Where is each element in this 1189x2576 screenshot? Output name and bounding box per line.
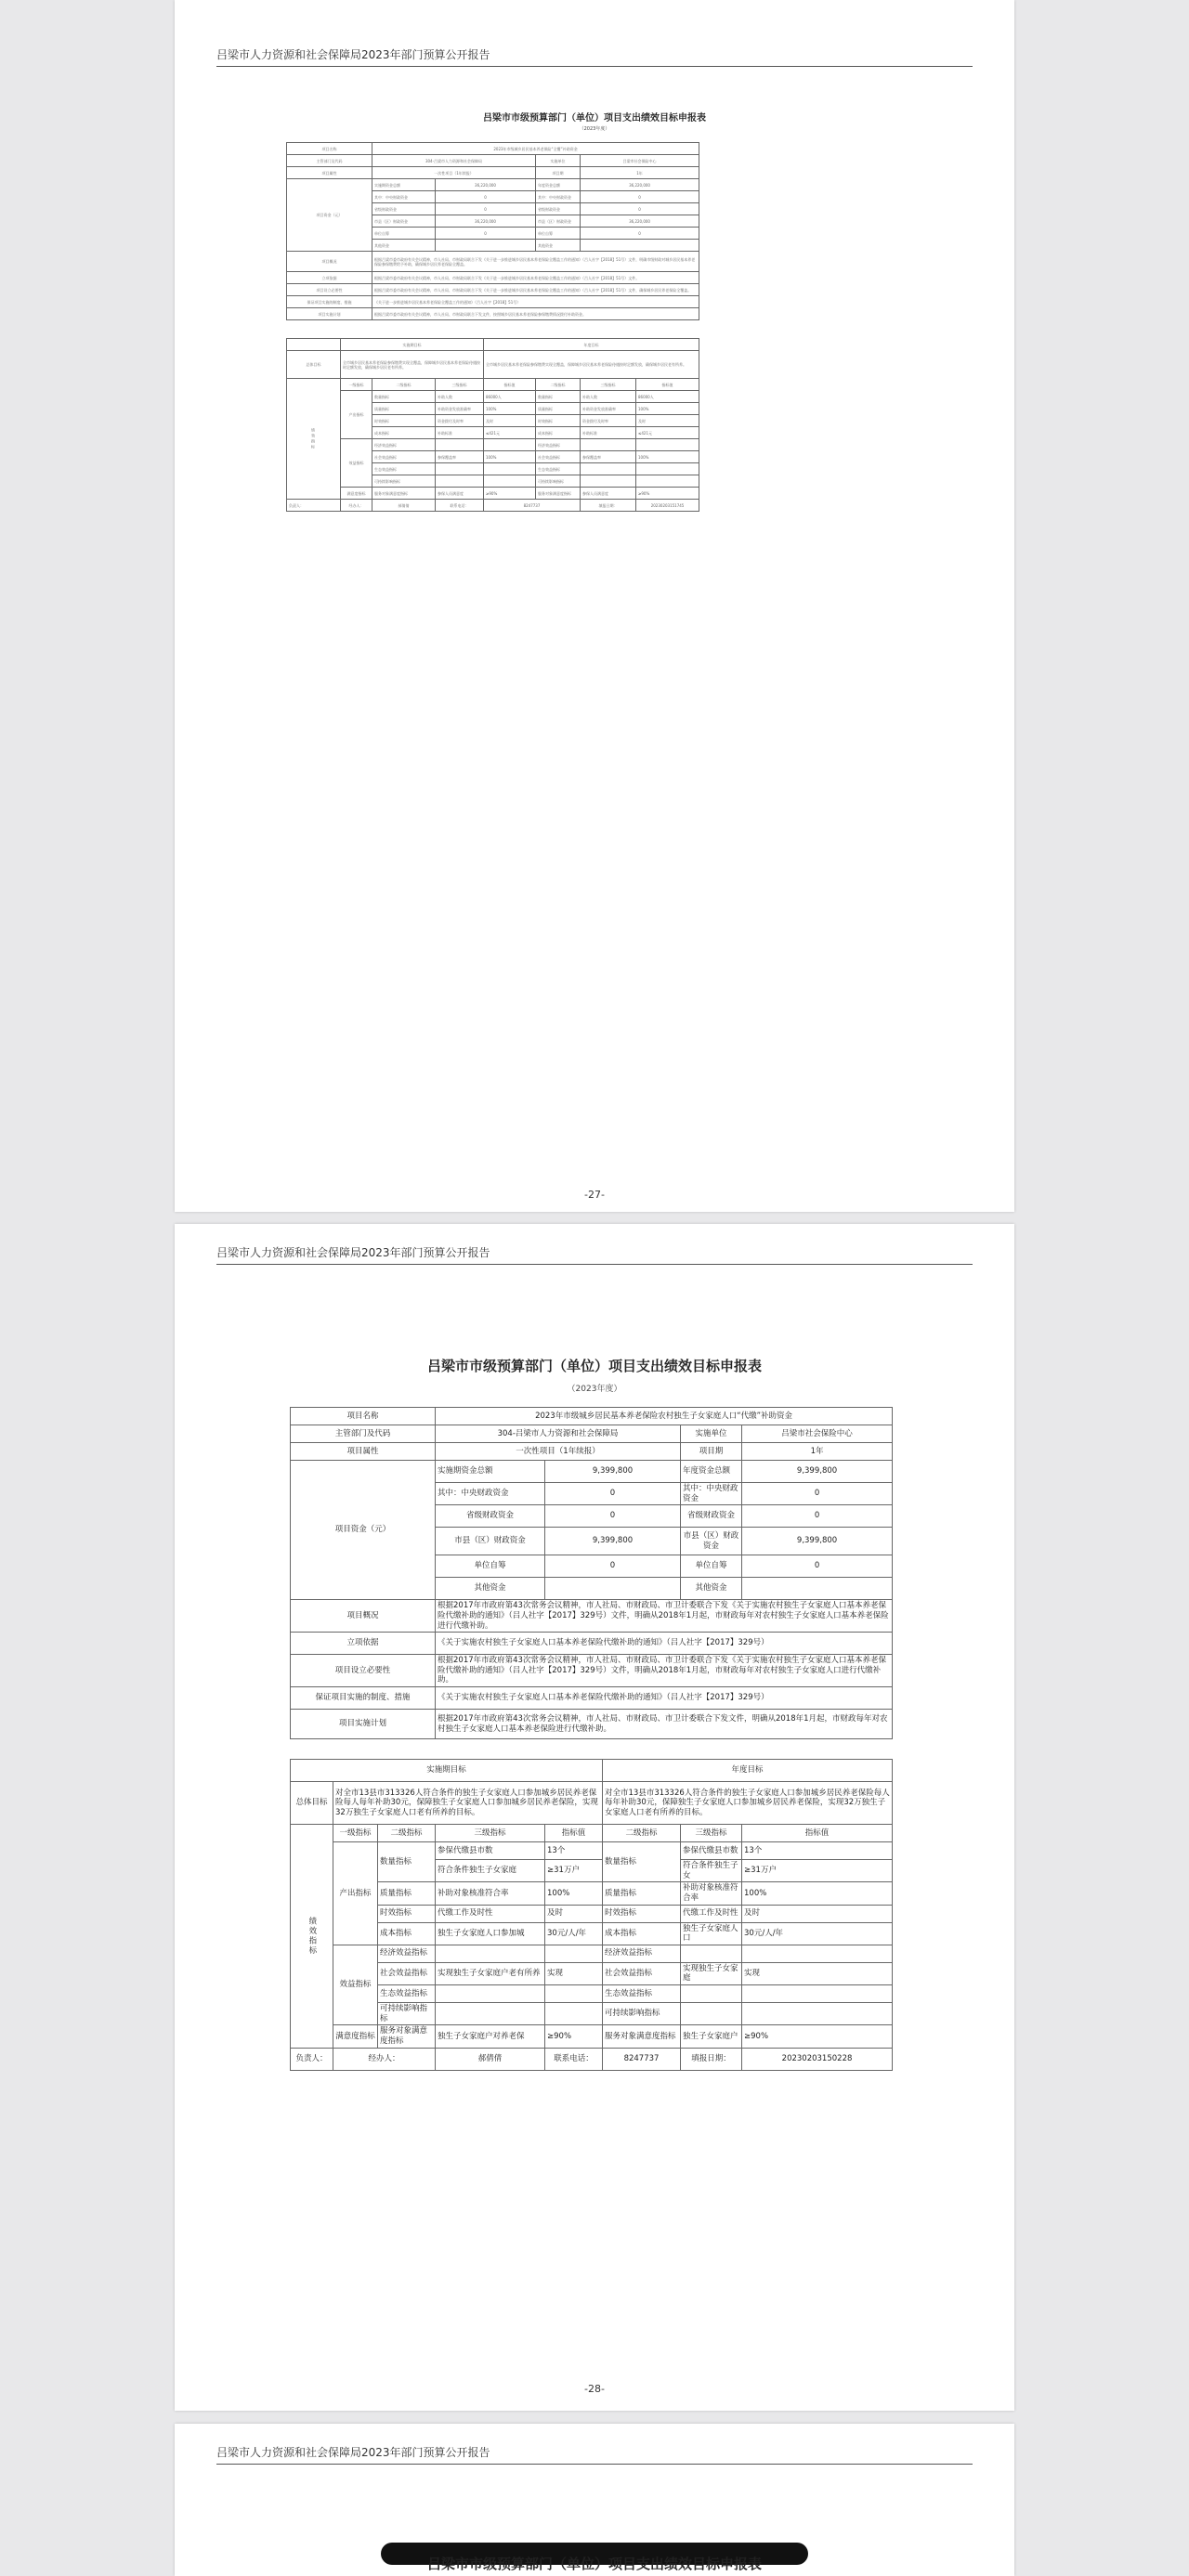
row-l3: 资金拨付及时率	[436, 415, 484, 427]
row-l2b: 质量指标	[603, 1882, 681, 1905]
page-header: 吕梁市人力资源和社会保障局2023年部门预算公开报告	[216, 46, 973, 67]
row-valb	[636, 475, 699, 488]
row-l2: 数量指标	[372, 391, 436, 403]
page-header: 吕梁市人力资源和社会保障局2023年部门预算公开报告	[216, 1244, 973, 1265]
necessity-value: 根据吕梁市委市政府有关会议精神，市人社局、市财政局联合下发《关于进一步推进城乡居民基本养老保险全覆盖工作的通知》（吕人社字【2018】51号）文件，确保城乡居民养老保险全覆盖。	[372, 284, 699, 296]
row-valb: 100%	[636, 403, 699, 415]
row-l3: 独生子女家庭户对养老保	[436, 2025, 545, 2048]
row-valb	[742, 1945, 893, 1962]
impl-unit-label: 实施单位	[681, 1425, 742, 1443]
provincial-label: 省级财政资金	[436, 1505, 545, 1528]
row-l3b: 参保覆盖率	[581, 451, 636, 463]
row-l2: 可持续影响指标	[372, 475, 436, 488]
handler-value: 郝倩倩	[436, 2048, 545, 2070]
row-val: ≥31万户	[545, 1860, 603, 1882]
row-valb	[742, 2003, 893, 2025]
row-valb: ≥31万户	[742, 1860, 893, 1882]
row-val	[545, 1985, 603, 2003]
form-title: 吕梁市市级预算部门（单位）项目支出绩效目标申报表	[483, 113, 706, 124]
plan-label: 项目实施计划	[287, 308, 372, 320]
row-l3b: 补助对象核准符合率	[681, 1882, 742, 1905]
row-l3: 补助人数	[436, 391, 484, 403]
period-label: 项目期	[681, 1443, 742, 1461]
row-val: 及时	[545, 1905, 603, 1922]
row-l2b: 经济效益指标	[536, 439, 581, 451]
col-l3: 三级指标	[436, 1825, 545, 1842]
form-title: 吕梁市市级预算部门（单位）项目支出绩效目标申报表	[426, 1358, 762, 1374]
annual-plan-label: 实施期资金总额	[372, 179, 436, 191]
central-label-b: 其中：中央财政资金	[681, 1483, 742, 1505]
year-goal-label: 年度目标	[603, 1760, 893, 1782]
row-val	[545, 1945, 603, 1962]
row-l2b: 社会效益指标	[536, 451, 581, 463]
row-l2: 经济效益指标	[372, 439, 436, 451]
row-val	[484, 463, 536, 475]
year-funds-label: 年度资金总额	[681, 1461, 742, 1483]
eff-label: 效益指标	[333, 1945, 378, 2025]
provincial-value-b: 0	[581, 203, 699, 215]
central-value: 0	[545, 1483, 681, 1505]
row-valb: 及时	[636, 415, 699, 427]
form-year: （2023年度）	[567, 1385, 622, 1394]
self-label: 单位自筹	[436, 1555, 545, 1578]
row-l3b: 参保代缴县市数	[681, 1842, 742, 1860]
row-l2b: 成本指标	[536, 427, 581, 439]
row-l2b: 服务对象满意度指标	[603, 2025, 681, 2048]
overview-label: 项目概况	[287, 252, 372, 272]
perf-label: 绩效指标	[291, 1825, 333, 2049]
person-label: 负责人：	[287, 500, 341, 512]
row-val: ≥90%	[545, 2025, 603, 2048]
row-val: ≥90%	[484, 488, 536, 500]
row-l2: 时效指标	[372, 415, 436, 427]
row-l2b: 生态效益指标	[536, 463, 581, 475]
city-value: 9,399,800	[545, 1528, 681, 1555]
row-valb	[742, 1985, 893, 2003]
col-l2b: 二级指标	[603, 1825, 681, 1842]
row-l3: 实现独生子女家庭户老有所养	[436, 1962, 545, 1984]
row-l2: 成本指标	[378, 1922, 436, 1945]
row-l3b: 代缴工作及时性	[681, 1905, 742, 1922]
sat-label: 满意度指标	[341, 488, 372, 500]
row-l3: 参保覆盖率	[436, 451, 484, 463]
row-l3b	[581, 439, 636, 451]
row-val: 100%	[484, 403, 536, 415]
year-funds-value: 9,399,800	[742, 1461, 893, 1483]
long-term-label: 实施期目标	[341, 339, 484, 351]
row-l2b: 时效指标	[536, 415, 581, 427]
dept-label: 主管部门及代码	[291, 1425, 436, 1443]
row-l3: 补助标准	[436, 427, 484, 439]
row-l3: 补助资金发放准确率	[436, 403, 484, 415]
document-page-28	[175, 1224, 1014, 2411]
self-label-b: 单位自筹	[536, 228, 581, 240]
row-valb	[636, 463, 699, 475]
row-l2: 生态效益指标	[378, 1985, 436, 2003]
row-l3	[436, 475, 484, 488]
dept-value: 304-吕梁市人力资源和社会保障局	[436, 1425, 681, 1443]
phone-label: 联系电话：	[436, 500, 484, 512]
col-l2: 二级指标	[372, 379, 436, 391]
row-l2b: 质量指标	[536, 403, 581, 415]
row-l2: 服务对象满意度指标	[378, 2025, 436, 2048]
row-l2: 数量指标	[378, 1842, 436, 1882]
row-l3	[436, 1985, 545, 2003]
row-l2b: 生态效益指标	[603, 1985, 681, 2003]
row-l3b: 参保人员满意度	[581, 488, 636, 500]
out-label: 产出指标	[341, 391, 372, 439]
period-value: 1年	[742, 1443, 893, 1461]
row-l3: 参保代缴县市数	[436, 1842, 545, 1860]
project-name-label: 项目名称	[291, 1408, 436, 1425]
row-l2: 成本指标	[372, 427, 436, 439]
provincial-label: 省级财政资金	[372, 203, 436, 215]
col-l3: 三级指标	[436, 379, 484, 391]
self-value-b: 0	[742, 1555, 893, 1578]
row-l3	[436, 2003, 545, 2025]
impl-unit-label: 实施单位	[536, 155, 581, 167]
col-val: 指标值	[545, 1825, 603, 1842]
row-valb: 100%	[742, 1882, 893, 1905]
row-l2: 生态效益指标	[372, 463, 436, 475]
row-valb: ≥90%	[636, 488, 699, 500]
phone-label: 联系电话：	[545, 2048, 603, 2070]
other-label-b: 其他资金	[536, 240, 581, 252]
col-l1: 一级指标	[341, 379, 372, 391]
row-l3	[436, 439, 484, 451]
city-label-b: 市县（区）财政资金	[681, 1528, 742, 1555]
overall-b: 对全市13县市313326人符合条件的独生子女家庭人口参加城乡居民养老保险每人每年补助30元，保障独生子女家庭人口参加城乡居民养老保险，实现32万独生子女家庭人口老有所养的目标。	[603, 1782, 893, 1825]
dept-label: 主管部门及代码	[287, 155, 372, 167]
row-val: 100%	[545, 1882, 603, 1905]
col-l2b: 二级指标	[536, 379, 581, 391]
col-l2: 二级指标	[378, 1825, 436, 1842]
necessity-label: 项目设立必要性	[291, 1655, 436, 1687]
basis-label: 立项依据	[291, 1633, 436, 1655]
row-l2b: 时效指标	[603, 1905, 681, 1922]
row-l3: 独生子女家庭人口参加城	[436, 1922, 545, 1945]
date-value: 20230203151745	[636, 500, 699, 512]
date-label: 填报日期：	[581, 500, 636, 512]
other-label: 其他资金	[436, 1578, 545, 1600]
overview-value: 根据2017年市政府第43次常务会议精神，市人社局、市财政局、市卫计委联合下发《关于实施农村独生子女家庭人口基本养老保险代缴补助的通知》（吕人社字【2017】329号）文件，明确从2018年1月起，市财政每年对农村独生子女家庭人口基本养老保险进行代缴补助。	[436, 1600, 893, 1633]
row-l3b: 补助人数	[581, 391, 636, 403]
row-valb: 30元/人/年	[742, 1922, 893, 1945]
row-l3b: 独生子女家庭户	[681, 2025, 742, 2048]
col-valb: 指标值	[636, 379, 699, 391]
row-l2: 质量指标	[378, 1882, 436, 1905]
self-label: 单位自筹	[372, 228, 436, 240]
perf-label: 绩效指标	[287, 379, 341, 500]
row-valb: ≥90%	[742, 2025, 893, 2048]
provincial-value: 0	[436, 203, 536, 215]
row-valb: 及时	[742, 1905, 893, 1922]
row-l3b: 资金拨付及时率	[581, 415, 636, 427]
period-value: 1年	[581, 167, 699, 179]
row-val: 13个	[545, 1842, 603, 1860]
provincial-value-b: 0	[742, 1505, 893, 1528]
year-funds-label: 年度资金总额	[536, 179, 581, 191]
city-value: 36,220,000	[436, 215, 536, 228]
attr-value: 一次性项目（1年续报）	[372, 167, 536, 179]
city-label-b: 市县（区）财政资金	[536, 215, 581, 228]
row-l3b	[581, 475, 636, 488]
row-val	[484, 475, 536, 488]
overview-label: 项目概况	[291, 1600, 436, 1633]
row-val: 实现	[545, 1962, 603, 1984]
funds-label: 项目资金（元）	[287, 179, 372, 252]
attr-label: 项目属性	[287, 167, 372, 179]
date-value: 20230203150228	[742, 2048, 893, 2070]
sat-label: 满意度指标	[333, 2025, 378, 2048]
out-label: 产出指标	[333, 1842, 378, 1945]
phone-value: 8247737	[484, 500, 581, 512]
page-header: 吕梁市人力资源和社会保障局2023年部门预算公开报告	[216, 2444, 973, 2465]
row-l2b: 数量指标	[603, 1842, 681, 1882]
project-name: 2023年市级城乡居民基本养老保险“全覆”补助资金	[372, 143, 699, 155]
plan-value: 根据吕梁市委市政府有关会议精神，市人社局、市财政局联合下发文件，按照城乡居民基本养老保险参保缴费情况拨付补助资金。	[372, 308, 699, 320]
col-val: 指标值	[484, 379, 536, 391]
attr-value: 一次性项目（1年续报）	[436, 1443, 681, 1461]
city-label: 市县（区）财政资金	[436, 1528, 545, 1555]
performance-table	[286, 142, 699, 512]
provincial-label-b: 省级财政资金	[536, 203, 581, 215]
necessity-label: 项目设立必要性	[287, 284, 372, 296]
row-val	[484, 439, 536, 451]
row-l2: 社会效益指标	[372, 451, 436, 463]
annual-plan-label: 实施期资金总额	[436, 1461, 545, 1483]
basis-label: 立项依据	[287, 272, 372, 284]
row-valb: ≤421元	[636, 427, 699, 439]
row-l2b: 数量指标	[536, 391, 581, 403]
form-title: 吕梁市市级预算部门（单位）项目支出绩效目标申报表	[426, 2556, 762, 2572]
date-label: 填报日期：	[681, 2048, 742, 2070]
project-name: 2023年市级城乡居民基本养老保险农村独生子女家庭人口“代缴”补助资金	[436, 1408, 893, 1425]
row-l2: 服务对象满意度指标	[372, 488, 436, 500]
overview-value: 根据吕梁市委市政府有关会议精神，市人社局、市财政局联合下发《关于进一步推进城乡居民基本养老保险全覆盖工作的通知》（吕人社字【2018】51号）文件，明确市级财政对城乡居民基本养老保险参保缴费给予补助，确保城乡居民养老保险全覆盖。	[372, 252, 699, 272]
self-label-b: 单位自筹	[681, 1555, 742, 1578]
row-l3: 参保人员满意度	[436, 488, 484, 500]
overall-a: 对全市13县市313326人符合条件的独生子女家庭人口参加城乡居民养老保险每人每年补助30元，保障独生子女家庭人口参加城乡居民养老保险，实现32万独生子女家庭人口老有所养的目标。	[333, 1782, 603, 1825]
row-l2: 经济效益指标	[378, 1945, 436, 1962]
annual-plan-value: 36,220,000	[436, 179, 536, 191]
person-label: 负责人：	[291, 2048, 333, 2070]
row-valb: 86000人	[636, 391, 699, 403]
col-l3b: 三级指标	[681, 1825, 742, 1842]
central-value-b: 0	[581, 191, 699, 203]
row-l3b: 实现独生子女家庭	[681, 1962, 742, 1984]
row-l3b: 补助标准	[581, 427, 636, 439]
row-l3b	[681, 2003, 742, 2025]
row-l3	[436, 1945, 545, 1962]
self-value: 0	[545, 1555, 681, 1578]
row-l2: 可持续影响指标	[378, 2003, 436, 2025]
impl-unit-value: 吕梁市社会保险中心	[581, 155, 699, 167]
central-value-b: 0	[742, 1483, 893, 1505]
city-value-b: 9,399,800	[742, 1528, 893, 1555]
overall-label: 总体目标	[291, 1782, 333, 1825]
dept-value: 304-吕梁市人力资源和社会保障局	[372, 155, 536, 167]
annual-plan-value: 9,399,800	[545, 1461, 681, 1483]
handler-value: 郝倩倩	[372, 500, 436, 512]
row-l2: 社会效益指标	[378, 1962, 436, 1984]
overall-a: 全市城乡居民基本养老保险参保缴费实现全覆盖，保障城乡居民基本养老保险待遇按时足额发放，确保城乡居民老有所养。	[341, 351, 484, 379]
central-label-b: 其中：中央财政资金	[536, 191, 581, 203]
row-l2b: 可持续影响指标	[603, 2003, 681, 2025]
row-l3b	[581, 463, 636, 475]
row-l3b	[681, 1985, 742, 2003]
guarantee-label: 保证项目实施的制度、措施	[291, 1687, 436, 1710]
row-l3: 补助对象核准符合率	[436, 1882, 545, 1905]
row-valb: 13个	[742, 1842, 893, 1860]
row-l2: 时效指标	[378, 1905, 436, 1922]
col-l1: 一级指标	[333, 1825, 378, 1842]
row-l3b: 符合条件独生子女	[681, 1860, 742, 1882]
overall-label: 总体目标	[287, 351, 341, 379]
project-name-label: 项目名称	[287, 143, 372, 155]
row-l3b: 补助资金发放准确率	[581, 403, 636, 415]
year-funds-value: 36,220,000	[581, 179, 699, 191]
overall-b: 全市城乡居民基本养老保险参保缴费实现全覆盖，保障城乡居民基本养老保险待遇按时足额发放，确保城乡居民老有所养。	[484, 351, 699, 379]
city-value-b: 36,220,000	[581, 215, 699, 228]
impl-unit-value: 吕梁市社会保险中心	[742, 1425, 893, 1443]
other-label: 其他资金	[372, 240, 436, 252]
form-year: （2023年度）	[579, 126, 610, 132]
guarantee-value: 《关于实施农村独生子女家庭人口基本养老保险代缴补助的通知》（吕人社字【2017】329号）	[436, 1687, 893, 1710]
basis-value: 《关于实施农村独生子女家庭人口基本养老保险代缴补助的通知》（吕人社字【2017】329号）	[436, 1633, 893, 1655]
row-l3: 代缴工作及时性	[436, 1905, 545, 1922]
funds-label: 项目资金（元）	[291, 1461, 436, 1600]
row-l2b: 成本指标	[603, 1922, 681, 1945]
row-l3: 符合条件独生子女家庭	[436, 1860, 545, 1882]
necessity-value: 根据2017年市政府第43次常务会议精神，市人社局、市财政局、市卫计委联合下发《关于实施农村独生子女家庭人口基本养老保险代缴补助的通知》（吕人社字【2017】329号）文件，明确从2018年1月起，市财政每年对农村独生子女家庭人口进行代缴补助。	[436, 1655, 893, 1687]
page-number: -27-	[584, 1189, 605, 1201]
col-valb: 指标值	[742, 1825, 893, 1842]
handler-label: 经办人：	[333, 2048, 436, 2070]
guarantee-label: 保证项目实施的制度、措施	[287, 296, 372, 308]
basis-value: 根据吕梁市委市政府有关会议精神，市人社局、市财政局联合下发《关于进一步推进城乡居民基本养老保险全覆盖工作的通知》（吕人社字【2018】51号）文件。	[372, 272, 699, 284]
row-l3b	[681, 1945, 742, 1962]
row-l2: 质量指标	[372, 403, 436, 415]
row-valb: 实现	[742, 1962, 893, 1984]
provincial-value: 0	[545, 1505, 681, 1528]
plan-value: 根据2017年市政府第43次常务会议精神，市人社局、市财政局、市卫计委联合下发文件，明确从2018年1月起，市财政每年对农村独生子女家庭人口基本养老保险进行代缴补助。	[436, 1710, 893, 1739]
self-value: 0	[436, 228, 536, 240]
phone-value: 8247737	[603, 2048, 681, 2070]
row-val: ≤421元	[484, 427, 536, 439]
handler-label: 经办人：	[341, 500, 372, 512]
year-goal-label: 年度目标	[484, 339, 699, 351]
long-term-label: 实施期目标	[291, 1760, 603, 1782]
row-l2b: 可持续影响指标	[536, 475, 581, 488]
col-l3b: 三级指标	[581, 379, 636, 391]
plan-label: 项目实施计划	[291, 1710, 436, 1739]
row-val	[545, 2003, 603, 2025]
row-l3	[436, 463, 484, 475]
city-label: 市县（区）财政资金	[372, 215, 436, 228]
document-page-29	[175, 2424, 1014, 2576]
row-l2b: 服务对象满意度指标	[536, 488, 581, 500]
eff-label: 效益指标	[341, 439, 372, 488]
row-valb	[636, 439, 699, 451]
row-valb: 100%	[636, 451, 699, 463]
page-number: -28-	[584, 2383, 605, 2395]
row-l2b: 社会效益指标	[603, 1962, 681, 1984]
row-val: 100%	[484, 451, 536, 463]
row-l2b: 经济效益指标	[603, 1945, 681, 1962]
other-label-b: 其他资金	[681, 1578, 742, 1600]
central-label: 其中：中央财政资金	[372, 191, 436, 203]
guarantee-value: 《关于进一步推进城乡居民基本养老保险全覆盖工作的通知》（吕人社字【2018】51号）	[372, 296, 699, 308]
central-label: 其中：中央财政资金	[436, 1483, 545, 1505]
self-value-b: 0	[581, 228, 699, 240]
row-l3b: 独生子女家庭人口	[681, 1922, 742, 1945]
document-page-27	[175, 0, 1014, 1212]
provincial-label-b: 省级财政资金	[681, 1505, 742, 1528]
performance-table	[290, 1407, 893, 2071]
attr-label: 项目属性	[291, 1443, 436, 1461]
row-val: 及时	[484, 415, 536, 427]
row-val: 86000人	[484, 391, 536, 403]
period-label: 项目期	[536, 167, 581, 179]
central-value: 0	[436, 191, 536, 203]
row-val: 30元/人/年	[545, 1922, 603, 1945]
